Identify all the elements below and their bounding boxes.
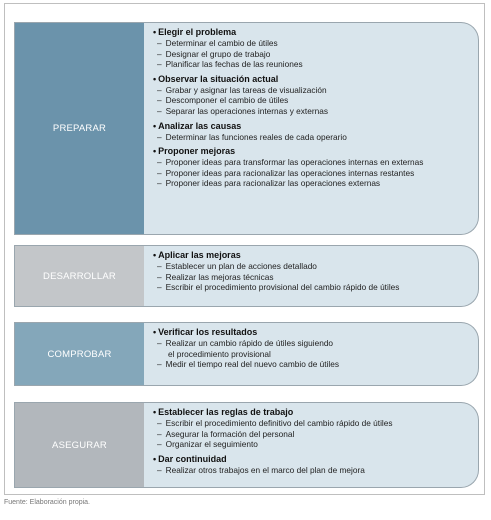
bullet-icon: • bbox=[153, 27, 157, 37]
bullet-icon: • bbox=[153, 73, 157, 84]
list-item-text: Escribir el procedimiento definitivo del cambio rápido de útiles bbox=[165, 418, 393, 428]
list-item-text: Realizar otros trabajos en el marco del plan de mejora bbox=[165, 464, 365, 475]
stage-label: ASEGURAR bbox=[52, 439, 107, 451]
list-item-text: Asegurar la formación del personal bbox=[165, 428, 295, 439]
list-item: – Realizar las mejoras técnicas bbox=[157, 271, 274, 282]
list-item-text: Designar el grupo de trabajo bbox=[165, 48, 271, 59]
list-item: – Proponer ideas para racionalizar las operaciones externas bbox=[157, 178, 381, 189]
stage-label-box bbox=[14, 402, 144, 488]
list-item-text: Planificar las fechas de las reuniones bbox=[165, 59, 303, 70]
list-item: – Descomponer el cambio de útiles bbox=[157, 95, 289, 106]
stage-label-box bbox=[14, 322, 144, 386]
section-title-text: Observar la situación actual bbox=[158, 73, 279, 84]
bullet-icon: • bbox=[153, 407, 157, 417]
stage-label: PREPARAR bbox=[52, 123, 107, 134]
section-title bbox=[153, 74, 470, 85]
section bbox=[153, 250, 470, 293]
section bbox=[153, 121, 470, 143]
stage-content bbox=[144, 22, 479, 235]
stage-asegurar bbox=[14, 402, 479, 488]
list-item: – Determinar las funciones reales de cada operario bbox=[157, 131, 347, 142]
section-title-text: Aplicar las mejoras bbox=[158, 250, 241, 260]
section bbox=[153, 407, 470, 450]
list-item: – Realizar un cambio rápido de útiles siguiendo bbox=[157, 338, 334, 348]
list-item: – Organizar el seguimiento bbox=[157, 439, 258, 450]
stage-desarrollar bbox=[14, 245, 479, 307]
stage-comprobar bbox=[14, 322, 479, 386]
list-item: – Escribir el procedimiento definitivo del cambio rápido de útiles bbox=[157, 418, 393, 428]
list-item-text: Proponer ideas para racionalizar las operaciones externas bbox=[165, 178, 381, 189]
section-title bbox=[153, 407, 470, 418]
section-title-text: Dar continuidad bbox=[158, 453, 227, 464]
list-item: – Proponer ideas para racionalizar las operaciones internas restantes bbox=[157, 167, 415, 178]
list-item: – Designar el grupo de trabajo bbox=[157, 48, 271, 59]
stage-content bbox=[144, 402, 479, 488]
list-item-text: Determinar el cambio de útiles bbox=[165, 38, 278, 48]
section-title-text: Elegir el problema bbox=[158, 27, 237, 37]
stage-label-box bbox=[14, 22, 144, 235]
bullet-icon: • bbox=[153, 120, 157, 131]
section-title-text: Establecer las reglas de trabajo bbox=[158, 407, 294, 417]
section-title bbox=[153, 454, 470, 465]
stage-label-box bbox=[14, 245, 144, 307]
list-item: – Medir el tiempo real del nuevo cambio de útiles bbox=[157, 359, 340, 370]
section bbox=[153, 454, 470, 476]
section-title bbox=[153, 121, 470, 132]
list-item-text: Descomponer el cambio de útiles bbox=[165, 95, 289, 106]
stage-label: DESARROLLAR bbox=[43, 270, 116, 282]
list-item-text: Grabar y asignar las tareas de visualización bbox=[165, 84, 327, 95]
list-item-text: Establecer un plan de acciones detallado bbox=[165, 261, 317, 271]
bullet-icon: • bbox=[153, 327, 157, 337]
list-item: – Separar las operaciones internas y externas bbox=[157, 105, 328, 116]
list-item: – Grabar y asignar las tareas de visualización bbox=[157, 84, 327, 95]
section bbox=[153, 74, 470, 117]
list-item-continuation bbox=[153, 349, 470, 360]
list-item: – Asegurar la formación del personal bbox=[157, 428, 295, 439]
list-item-text: Medir el tiempo real del nuevo cambio de útiles bbox=[165, 359, 340, 370]
section bbox=[153, 146, 470, 189]
stage-preparar bbox=[14, 22, 479, 235]
section bbox=[153, 27, 470, 70]
list-item-text: el procedimiento provisional bbox=[168, 348, 271, 359]
list-item: – Proponer ideas para transformar las operaciones internas en externas bbox=[157, 157, 424, 168]
section bbox=[153, 327, 470, 370]
list-item: – Determinar el cambio de útiles bbox=[157, 38, 278, 48]
list-item-text: Realizar las mejoras técnicas bbox=[165, 271, 274, 282]
bullet-icon: • bbox=[153, 146, 157, 157]
list-item-text: Escribir el procedimiento provisional del cambio rápido de útiles bbox=[165, 282, 400, 293]
stage-content bbox=[144, 322, 479, 386]
diagram-frame bbox=[4, 3, 485, 495]
list-item-text: Proponer ideas para transformar las operaciones internas en externas bbox=[165, 157, 424, 168]
list-item: – Escribir el procedimiento provisional del cambio rápido de útiles bbox=[157, 282, 400, 293]
bullet-icon: • bbox=[153, 250, 157, 260]
list-item-text: Organizar el seguimiento bbox=[165, 439, 258, 450]
list-item: – Realizar otros trabajos en el marco del plan de mejora bbox=[157, 464, 365, 475]
section-title bbox=[153, 327, 470, 338]
figure-caption: Fuente: Elaboración propia. bbox=[4, 499, 90, 506]
section-title bbox=[153, 250, 470, 261]
section-title-text: Analizar las causas bbox=[158, 120, 242, 131]
section-title-text: Verificar los resultados bbox=[158, 327, 258, 337]
section-title-text: Proponer mejoras bbox=[158, 146, 236, 157]
list-item-text: Proponer ideas para racionalizar las operaciones internas restantes bbox=[165, 167, 415, 178]
list-item-text: Separar las operaciones internas y externas bbox=[165, 105, 328, 116]
list-item: – Planificar las fechas de las reuniones bbox=[157, 59, 303, 70]
bullet-icon: • bbox=[153, 453, 157, 464]
stage-label: COMPROBAR bbox=[47, 348, 112, 360]
list-item: – Establecer un plan de acciones detallado bbox=[157, 261, 317, 271]
list-item-text: Determinar las funciones reales de cada operario bbox=[165, 131, 347, 142]
section-title bbox=[153, 146, 470, 157]
stage-content bbox=[144, 245, 479, 307]
section-title bbox=[153, 27, 470, 38]
list-item-text: Realizar un cambio rápido de útiles siguiendo bbox=[165, 338, 334, 348]
